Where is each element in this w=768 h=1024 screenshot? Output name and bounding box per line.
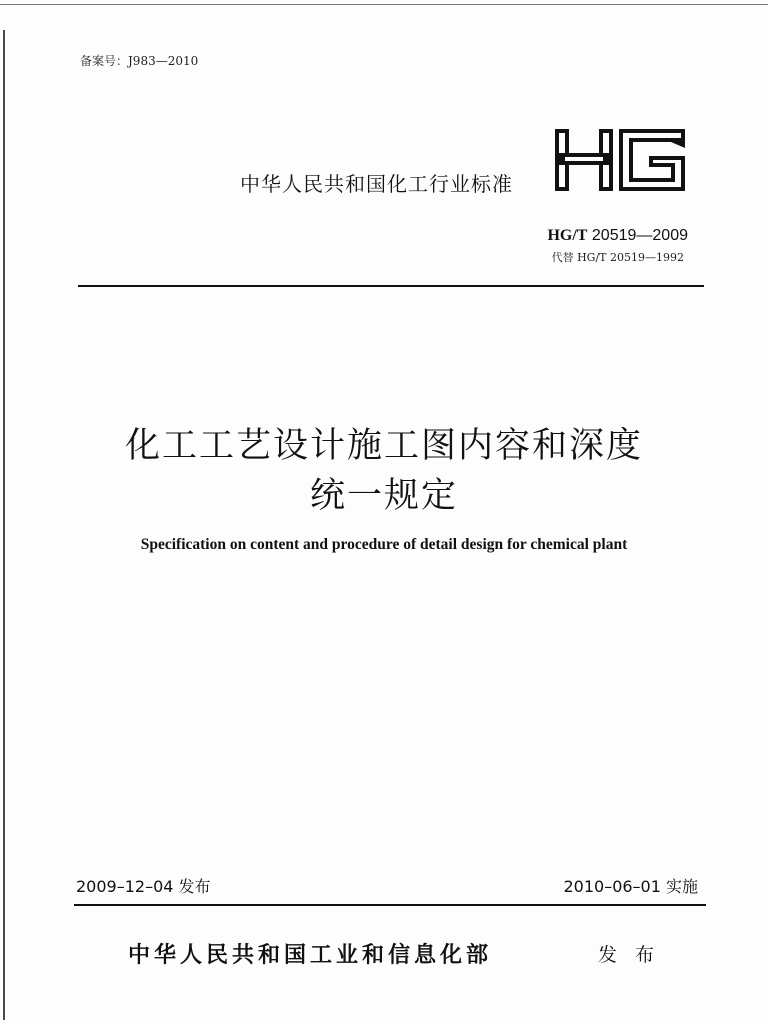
scan-edge-left <box>3 30 5 1020</box>
title-chinese-line1: 化工工艺设计施工图内容和深度 <box>124 426 643 466</box>
divider-bottom <box>74 904 706 906</box>
scan-edge-top <box>0 4 768 5</box>
publisher: 中华人民共和国工业和信息化部 <box>128 943 493 968</box>
title-english: Specification on content and procedure of detail design for chemical plant <box>140 536 628 553</box>
standard-category: 中华人民共和国化工行业标准 <box>240 172 513 196</box>
replaces-standard: 代替 HG/T 20519—1992 <box>551 251 684 264</box>
standard-code-prefix: HG/T <box>547 227 588 244</box>
divider-top <box>78 285 704 287</box>
publish-label: 发 布 <box>598 944 661 966</box>
standard-code-number: 20519—2009 <box>591 227 688 244</box>
hg-logo-icon <box>553 126 688 194</box>
issue-date: 2009–12–04 发布 <box>76 877 211 896</box>
implementation-date: 2010–06–01 实施 <box>563 877 698 896</box>
title-chinese-line2: 统一规定 <box>309 476 458 516</box>
filing-number: 备案号：J983—2010 <box>80 54 199 68</box>
standard-code <box>547 227 688 245</box>
